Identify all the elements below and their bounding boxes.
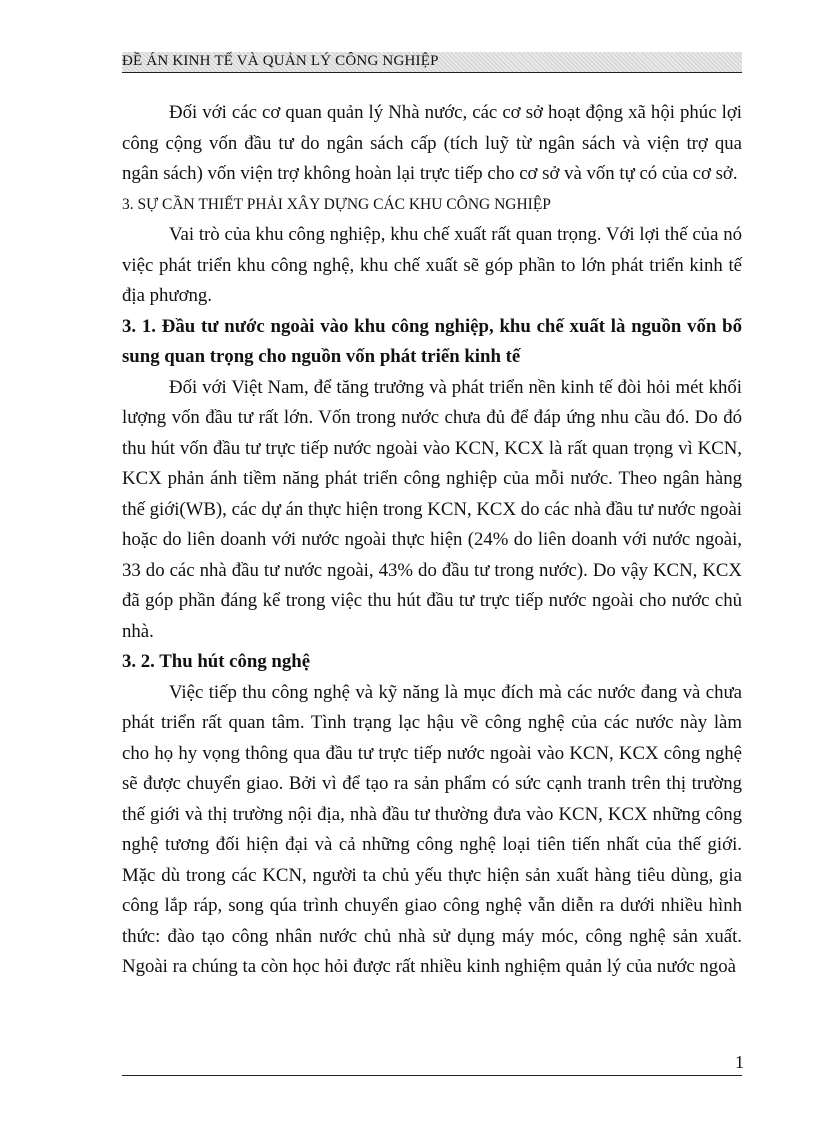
paragraph-technology: Việc tiếp thu công nghệ và kỹ năng là mục đích mà các nước đang và chưa phát triển rất quan tâm. Tình trạng lạc hậu về công nghệ của các nước này làm cho họ hy vọng thông qua đầu tư trực tiếp nước ngoài vào KCN, KCX công nghệ sẽ được chuyển giao. Bởi vì để tạo ra sản phẩm có sức cạnh tranh trên thị trường thế giới và thị trường nội địa, nhà đầu tư thường đưa vào KCN, KCX những công nghệ tương đối hiện đại và cả những công nghệ loại tiên tiến nhất của thế giới. Mặc dù trong các KCN, người ta chủ yếu thực hiện sản xuất hàng tiêu dùng, gia công lắp ráp, song qúa trình chuyển giao công nghệ vẫn diễn ra dưới nhiều hình thức: đào tạo công nhân nước chủ nhà sử dụng máy móc, công nghệ sản xuất. Ngoài ra chúng ta còn học hỏi được rất nhiều kinh nghiệm quản lý của nước ngoà [122, 681, 742, 977]
section-heading-3: 3. SỰ CẦN THIẾT PHẢI XÂY DỰNG CÁC KHU CÔNG NGHIỆP [122, 195, 551, 213]
document-body [122, 98, 742, 983]
subsection-heading-3-2: 3. 2. Thu hút công nghệ [122, 651, 311, 672]
subsection-heading-3-1: 3. 1. Đầu tư nước ngoài vào khu công nghiệp, khu chế xuất là nguồn vốn bổ sung quan trọng cho nguồn vốn phát triển kinh tế [122, 315, 742, 367]
page-number: 1 [735, 1052, 744, 1072]
paragraph-foreign-investment: Đối với Việt Nam, để tăng trưởng và phát triển nền kinh tế đòi hỏi mét khối lượng vốn đầu tư rất lớn. Vốn trong nước chưa đủ để đáp ứng nhu cầu đó. Do đó thu hút vốn đầu tư trực tiếp nước ngoài vào KCN, KCX là rất quan trọng vì KCN, KCX phản ánh tiềm năng phát triển công nghiệp của mỗi nước. Theo ngân hàng thế giới(WB), các dự án thực hiện trong KCN, KCX do các nhà đầu tư nước ngoài hoặc do liên doanh với nước ngoài thực hiện (24% do liên doanh với nước ngoài, 33 do các nhà đầu tư nước ngoài, 43% do đầu tư trong nước). Do vậy KCN, KCX đã góp phần đáng kể trong việc thu hút đầu tư trực tiếp nước ngoài cho nước chủ nhà. [122, 376, 742, 642]
footer-rule [122, 1075, 742, 1076]
header-title: ĐỀ ÁN KINH TẾ VÀ QUẢN LÝ CÔNG NGHIỆP [122, 53, 439, 69]
paragraph-role: Vai trò của khu công nghiệp, khu chế xuất rất quan trọng. Với lợi thế của nó việc phát triển khu công nghệ, khu chế xuất sẽ góp phần to lớn phát triển kinh tế địa phương. [122, 224, 742, 306]
paragraph-funding-sources: Đối với các cơ quan quản lý Nhà nước, các cơ sở hoạt động xã hội phúc lợi công cộng vốn đầu tư do ngân sách cấp (tích luỹ từ ngân sách và viện trợ qua ngân sách) vốn viện trợ không hoàn lại trực tiếp cho cơ sở và vốn tự có của cơ sở. [122, 102, 742, 184]
page-header [122, 52, 742, 73]
